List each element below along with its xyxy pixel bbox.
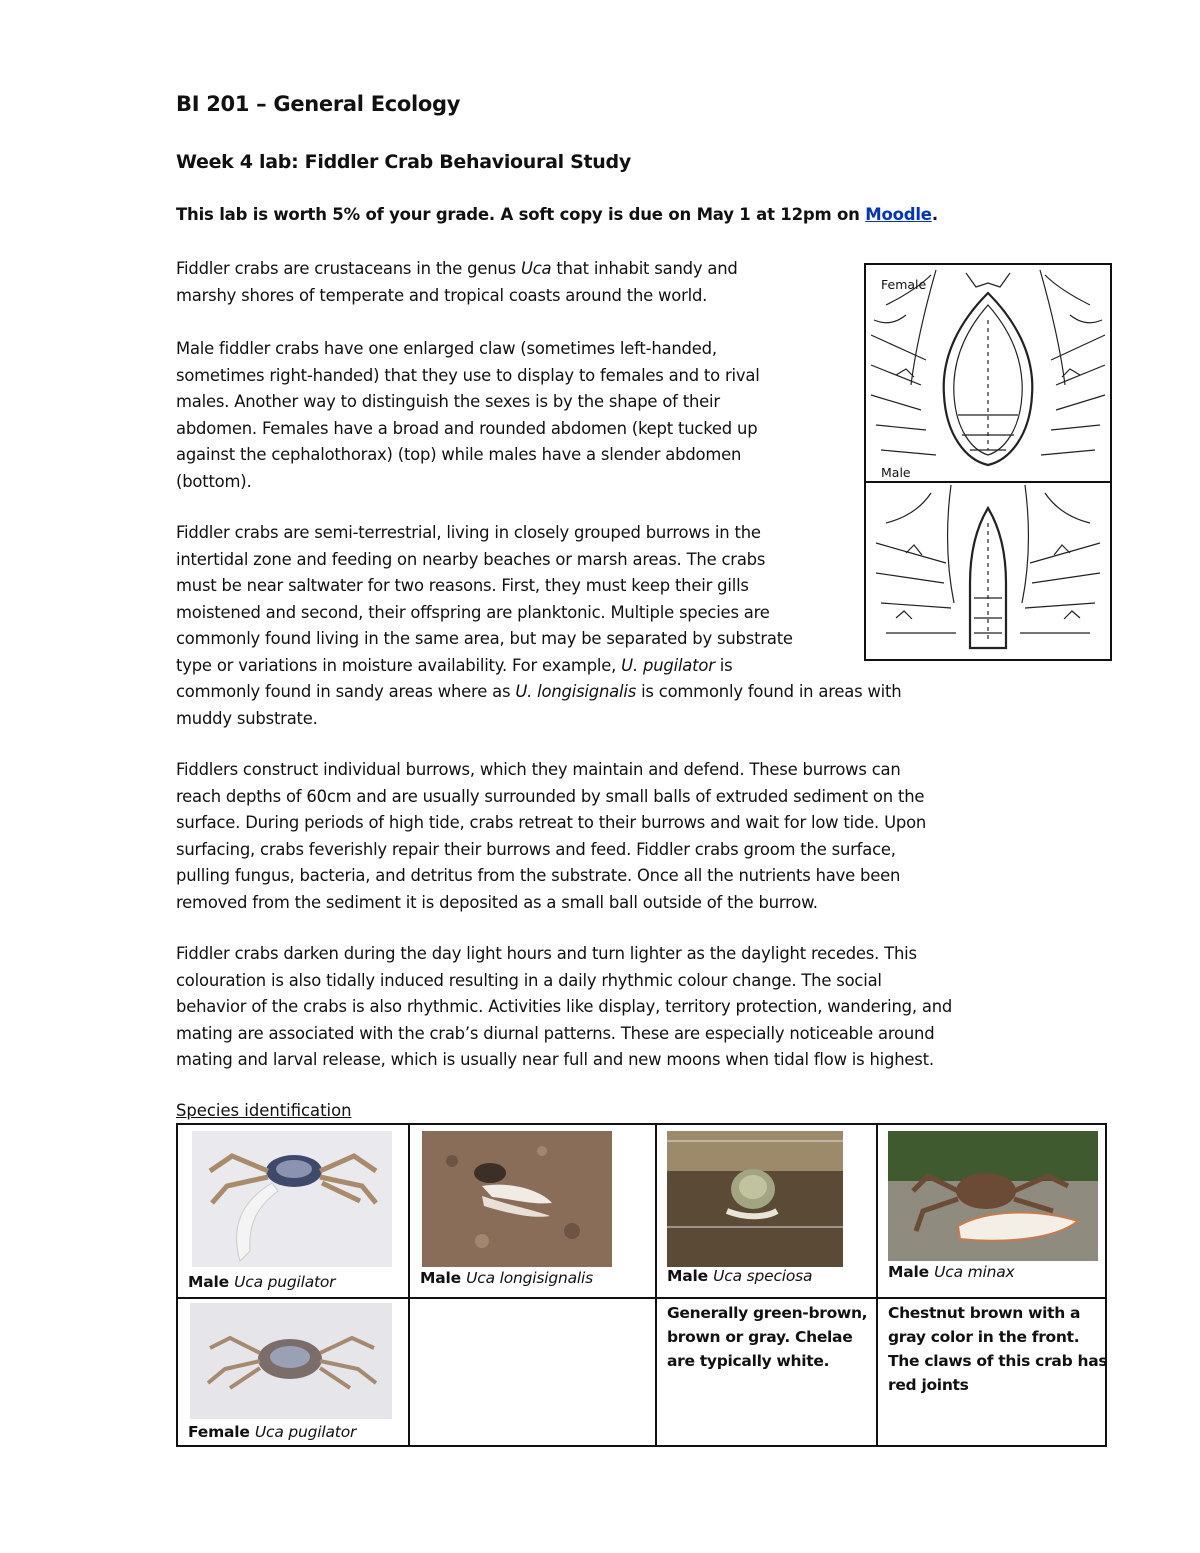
male-uca-minax-photo xyxy=(888,1131,1098,1261)
habitat-paragraph xyxy=(176,520,901,732)
page-title: BI 201 – General Ecology xyxy=(176,92,461,116)
text-line: are typically white. xyxy=(667,1352,830,1370)
genus-name: Uca xyxy=(520,259,552,278)
species-heading: Species identification xyxy=(176,1101,352,1120)
species-name: U. pugilator xyxy=(621,655,715,675)
female-uca-pugilator-photo xyxy=(190,1303,392,1419)
text-line: reach depths of 60cm and are usually surrounded by small balls of extruded sediment on the xyxy=(176,786,925,806)
species-name: Uca speciosa xyxy=(713,1267,813,1285)
grade-notice xyxy=(176,205,938,224)
text-line: against the cephalothorax) (top) while males have a slender abdomen xyxy=(176,445,742,464)
text-line xyxy=(176,256,738,283)
species-caption xyxy=(188,1423,356,1441)
text-line: (bottom). xyxy=(176,471,252,491)
text-line: Male fiddler crabs have one enlarged claw (sometimes left-handed, xyxy=(176,339,717,358)
species-name: Uca pugilator xyxy=(254,1423,357,1441)
text-line: Fiddlers construct individual burrows, which they maintain and defend. These burrows can xyxy=(176,760,901,779)
text-line: colouration is also tidally induced resulting in a daily rhythmic colour change. The social xyxy=(176,970,882,990)
text-line: commonly found living in the same area, but may be separated by substrate xyxy=(176,629,793,648)
speciosa-description xyxy=(667,1301,867,1373)
sex-label: Male xyxy=(188,1273,235,1291)
grade-notice-end: . xyxy=(931,205,938,224)
species-caption xyxy=(888,1263,1015,1281)
text-line: Fiddler crabs are semi-terrestrial, living in closely grouped burrows in the xyxy=(176,523,761,542)
species-caption xyxy=(420,1269,593,1287)
female-abdomen-drawing xyxy=(866,265,1110,479)
species-cell xyxy=(177,1124,409,1298)
description-cell xyxy=(877,1298,1106,1446)
male-label: Male xyxy=(881,465,911,480)
text-span: type or variations in moisture availability. For example, xyxy=(176,655,622,675)
text-line: removed from the sediment it is deposited as a small ball outside of the burrow. xyxy=(176,892,818,912)
sex-label: Male xyxy=(667,1267,714,1285)
text-line: Chestnut brown with a xyxy=(888,1304,1081,1322)
sex-label: Female xyxy=(188,1423,255,1441)
abdomen-figure xyxy=(864,263,1112,661)
sex-label: Male xyxy=(420,1269,467,1287)
male-uca-pugilator-photo xyxy=(192,1131,392,1267)
text-span: Fiddler crabs are crustaceans in the genus xyxy=(176,259,521,278)
species-name: Uca longisignalis xyxy=(466,1269,593,1287)
text-line: moistened and second, their offspring are planktonic. Multiple species are xyxy=(176,602,770,622)
text-line: muddy substrate. xyxy=(176,708,318,728)
text-line: marshy shores of temperate and tropical coasts around the world. xyxy=(176,285,708,305)
species-name: U. longisignalis xyxy=(515,682,637,701)
text-line: Fiddler crabs darken during the day light hours and turn lighter as the daylight recedes. This xyxy=(176,944,917,963)
text-line: The claws of this crab has xyxy=(888,1352,1108,1370)
sex-label: Male xyxy=(888,1263,935,1281)
text-line: Generally green-brown, xyxy=(667,1304,868,1322)
table-row xyxy=(177,1124,1106,1298)
female-label: Female xyxy=(881,277,927,292)
species-cell xyxy=(656,1124,877,1298)
species-table xyxy=(176,1123,1107,1447)
text-span: is xyxy=(714,655,733,675)
text-line: abdomen. Females have a broad and rounded abdomen (kept tucked up xyxy=(176,418,758,438)
species-caption xyxy=(188,1273,335,1291)
text-line: surface. During periods of high tide, crabs retreat to their burrows and wait for low tide. Upon xyxy=(176,813,927,832)
species-cell xyxy=(877,1124,1106,1298)
sexes-paragraph xyxy=(176,336,760,495)
minax-description xyxy=(888,1301,1107,1397)
text-line: must be near saltwater for two reasons. First, they must keep their gills xyxy=(176,576,749,595)
moodle-link[interactable]: Moodle xyxy=(865,205,932,224)
lab-subtitle: Week 4 lab: Fiddler Crab Behavioural Study xyxy=(176,151,631,173)
text-line: intertidal zone and feeding on nearby beaches or marsh areas. The crabs xyxy=(176,549,766,569)
species-name: Uca minax xyxy=(934,1263,1015,1281)
empty-cell xyxy=(409,1298,656,1446)
text-line xyxy=(176,653,901,680)
text-line: males. Another way to distinguish the sexes is by the shape of their xyxy=(176,392,720,411)
male-uca-longisignalis-photo xyxy=(422,1131,612,1267)
text-line: red joints xyxy=(888,1376,969,1394)
species-cell xyxy=(409,1124,656,1298)
burrow-paragraph xyxy=(176,757,926,916)
text-line: gray color in the front. xyxy=(888,1328,1080,1346)
table-row xyxy=(177,1298,1106,1446)
intro-paragraph xyxy=(176,256,738,309)
text-span: is commonly found in areas with xyxy=(636,682,902,701)
grade-notice-text: This lab is worth 5% of your grade. A soft copy is due on May 1 at 12pm on xyxy=(176,205,866,224)
description-cell xyxy=(656,1298,877,1446)
species-cell xyxy=(177,1298,409,1446)
text-line: brown or gray. Chelae xyxy=(667,1328,853,1346)
text-line: mating are associated with the crab’s diurnal patterns. These are especially noticeable around xyxy=(176,1023,935,1043)
rhythm-paragraph xyxy=(176,941,952,1074)
text-line: sometimes right-handed) that they use to display to females and to rival xyxy=(176,365,760,385)
species-caption xyxy=(667,1267,812,1285)
text-line: surfacing, crabs feverishly repair their burrows and feed. Fiddler crabs groom the surface, xyxy=(176,839,896,859)
text-line: mating and larval release, which is usually near full and new moons when tidal flow is highest. xyxy=(176,1050,934,1069)
text-line: pulling fungus, bacteria, and detritus from the substrate. Once all the nutrients have been xyxy=(176,866,901,885)
species-name: Uca pugilator xyxy=(234,1273,336,1291)
text-line xyxy=(176,679,901,706)
male-uca-speciosa-photo xyxy=(667,1131,843,1267)
text-line: behavior of the crabs is also rhythmic. Activities like display, territory protection, wandering, and xyxy=(176,997,953,1016)
text-span: that inhabit sandy and xyxy=(551,259,738,278)
text-span: commonly found in sandy areas where as xyxy=(176,682,516,701)
male-abdomen-drawing xyxy=(866,483,1110,661)
